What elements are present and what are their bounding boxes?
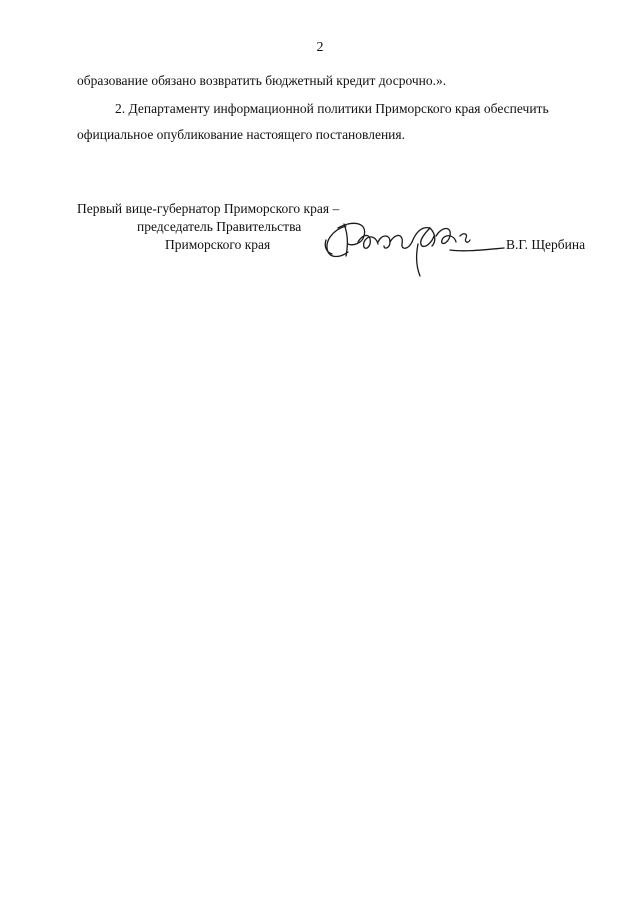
body-text-line: образование обязано возвратить бюджетный кредит досрочно.». [77, 73, 447, 88]
signer-title-line-2: председатель Правительства [137, 219, 302, 234]
page-number: 2 [316, 40, 324, 55]
body-text-line: официальное опубликование настоящего постановления. [77, 127, 405, 142]
signer-title-line-3: Приморского края [165, 237, 271, 252]
signer-title-line-1: Первый вице-губернатор Приморского края – [77, 201, 340, 216]
paragraph-2: 2. Департаменту информационной политики Приморского края обеспечить [115, 101, 549, 116]
handwritten-signature [318, 212, 508, 282]
signer-name: В.Г. Щербина [506, 237, 586, 252]
